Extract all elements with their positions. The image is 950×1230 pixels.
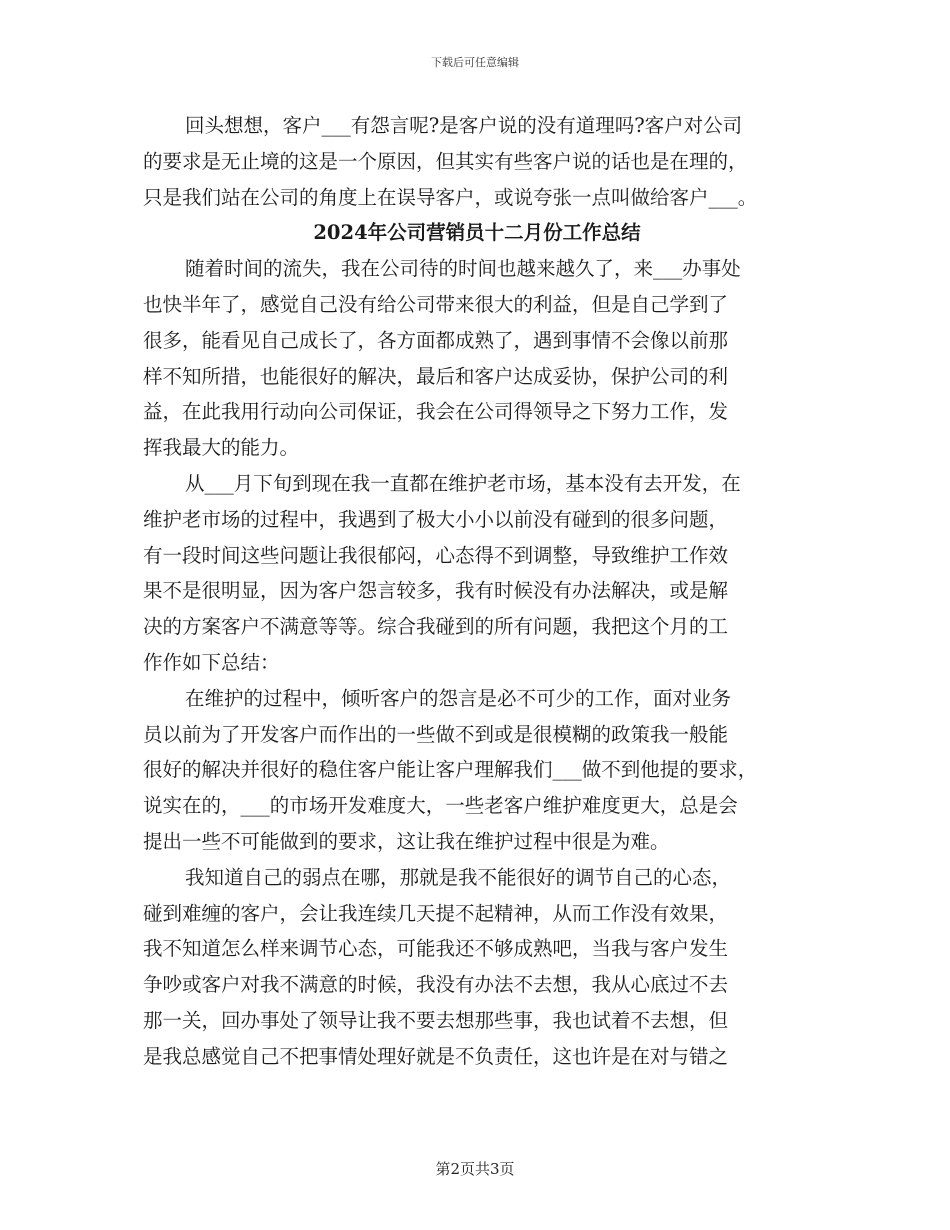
- paragraph-line: 样不知所措，也能很好的解决，最后和客户达成妥协，保护公司的利: [143, 364, 729, 388]
- paragraph-line: 在维护的过程中，倾听客户的怨言是必不可少的工作，面对业务: [185, 686, 732, 710]
- paragraph-line: 提出一些不可能做到的要求，这让我在维护过程中很是为难。: [143, 829, 670, 853]
- page-number: 第2页共3页: [435, 1160, 515, 1178]
- paragraph-line: 碰到难缠的客户，会让我连续几天提不起精神，从而工作没有效果，: [143, 901, 729, 925]
- paragraph-line: 从___月下旬到现在我一直都在维护老市场，基本没有去开发，在: [185, 471, 741, 495]
- paragraph-line: 我知道自己的弱点在哪，那就是我不能很好的调节自己的心态，: [185, 865, 732, 889]
- paragraph-line: 果不是很明显，因为客户怨言较多，我有时候没有办法解决，或是解: [143, 579, 729, 603]
- paragraph-line: 员以前为了开发客户而作出的一些做不到或是很模糊的政策我一般能: [143, 722, 729, 746]
- paragraph-line: 我不知道怎么样来调节心态，可能我还不够成熟吧，当我与客户发生: [143, 937, 729, 961]
- paragraph-line: 作作如下总结：: [143, 650, 280, 674]
- paragraph-line: 的要求是无止境的这是一个原因，但其实有些客户说的话也是在理的，: [143, 149, 748, 173]
- paragraph-line: 益，在此我用行动向公司保证，我会在公司得领导之下努力工作，发: [143, 400, 729, 424]
- paragraph-line: 争吵或客户对我不满意的时候，我没有办法不去想，我从心底过不去: [143, 973, 729, 997]
- paragraph-line: 说实在的，___的市场开发难度大，一些老客户维护难度更大，总是会: [143, 794, 738, 818]
- paragraph-line: 挥我最大的能力。: [143, 436, 300, 460]
- paragraph-line: 有一段时间这些问题让我很郁闷，心态得不到调整，导致维护工作效: [143, 543, 729, 567]
- paragraph-line: 只是我们站在公司的角度上在误导客户，或说夸张一点叫做给客户___。: [143, 185, 758, 209]
- paragraph-line: 很多，能看见自己成长了，各方面都成熟了，遇到事情不会像以前那: [143, 328, 729, 352]
- paragraph-line: 决的方案客户不满意等等。综合我碰到的所有问题，我把这个月的工: [143, 615, 729, 639]
- paragraph-line: 是我总感觉自己不把事情处理好就是不负责任，这也许是在对与错之: [143, 1044, 729, 1068]
- paragraph-line: 随着时间的流失，我在公司待的时间也越来越久了，来___办事处: [185, 257, 741, 281]
- paragraph-line: 那一关，回办事处了领导让我不要去想那些事，我也试着不去想，但: [143, 1008, 729, 1032]
- paragraph-line: 回头想想，客户___有怨言呢?是客户说的没有道理吗?客户对公司: [185, 114, 743, 137]
- page-header: 下载后可任意编辑: [431, 56, 519, 69]
- paragraph-line: 维护老市场的过程中，我遇到了极大小小以前没有碰到的很多问题，: [143, 507, 729, 531]
- paragraph-line: 也快半年了，感觉自己没有给公司带来很大的利益，但是自己学到了: [143, 292, 729, 316]
- section-title: 2024年公司营销员十二月份工作总结: [313, 221, 641, 245]
- document-body: [143, 108, 811, 1075]
- paragraph-line: 很好的解决并很好的稳住客户能让客户理解我们___做不到他提的要求，: [143, 758, 758, 782]
